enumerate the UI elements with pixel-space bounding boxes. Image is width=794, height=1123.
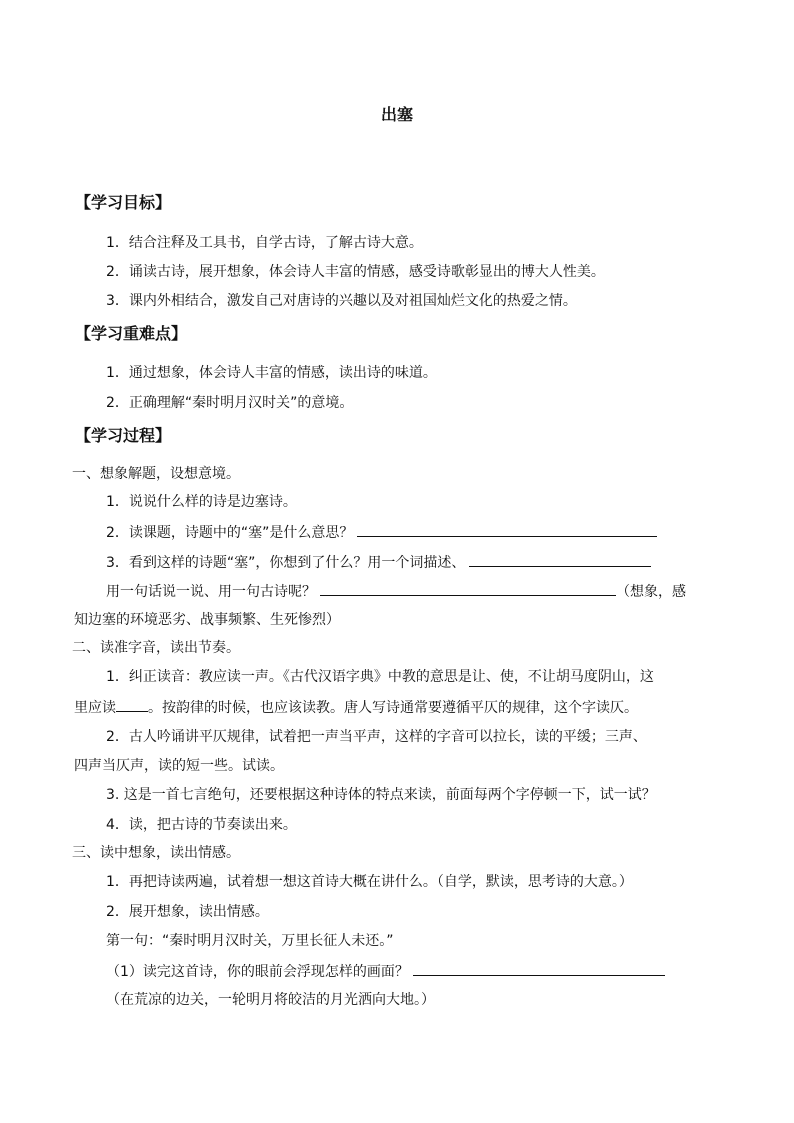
key-point-item: 2．正确理解“秦时明月汉时关”的意境。	[106, 395, 354, 411]
part3-question	[106, 961, 665, 982]
answer-hint: 知边塞的环境恶劣、战事频繁、生死惨烈）	[74, 612, 340, 628]
answer-blank[interactable]	[413, 961, 665, 976]
part1-question	[106, 552, 651, 573]
goal-item: 2．诵读古诗，展开想象，体会诗人丰富的情感，感受诗歌彰显出的博大人性美。	[106, 264, 605, 280]
part2-paragraph: 3. 这是一首七言绝句，还要根据这种诗体的特点来读，前面每两个字停顿一下，试一试？	[106, 787, 656, 803]
goal-item: 1．结合注释及工具书，自学古诗，了解古诗大意。	[106, 235, 423, 251]
question-text: （1）读完这首诗，你的眼前会浮现怎样的画面？	[106, 964, 409, 980]
part2-title: 二、读准字音，读出节奏。	[72, 640, 240, 656]
part2-paragraph	[74, 697, 638, 718]
part2-paragraph: 四声当仄声，读的短一些。试读。	[74, 758, 284, 774]
part1-question-cont	[106, 581, 686, 602]
paragraph-text: 。按韵律的时候，也应该读教。唐人写诗通常要遵循平仄的规律，这个字读仄。	[148, 700, 638, 716]
question-text: 3．看到这样的诗题“塞”，你想到了什么？用一个词描述、	[106, 555, 466, 571]
part1-question	[106, 522, 657, 543]
part3-paragraph: 1．再把诗读两遍，试着想一想这首诗大概在讲什么。（自学，默读，思考诗的大意。）	[106, 874, 633, 890]
part2-paragraph: 4．读，把古诗的节奏读出来。	[106, 817, 297, 833]
question-text: 2．读课题，诗题中的“塞”是什么意思？	[106, 525, 354, 541]
paragraph-text: 里应读	[74, 700, 116, 716]
answer-blank[interactable]	[469, 552, 651, 567]
part1-question: 1．说说什么样的诗是边塞诗。	[106, 494, 297, 510]
key-point-item: 1．通过想象，体会诗人丰富的情感，读出诗的味道。	[106, 365, 437, 381]
goal-item: 3．课内外相结合，激发自己对唐诗的兴趣以及对祖国灿烂文化的热爱之情。	[106, 293, 577, 309]
question-text: 用一句话说一说、用一句古诗呢？	[106, 584, 316, 600]
goals-heading: 【学习目标】	[75, 193, 172, 212]
part2-paragraph: 1．纠正读音：教应读一声。《古代汉语字典》中教的意思是让、使，不让胡马度阴山，这	[106, 669, 654, 685]
process-heading: 【学习过程】	[75, 426, 172, 445]
answer-blank[interactable]	[116, 697, 148, 712]
answer-hint: （在荒凉的边关，一轮明月将皎洁的月光洒向大地。）	[106, 992, 435, 1008]
part3-title: 三、读中想象，读出情感。	[72, 845, 240, 861]
part3-paragraph: 2．展开想象，读出情感。	[106, 904, 269, 920]
key-points-heading: 【学习重难点】	[75, 324, 188, 343]
page-title: 出塞	[380, 105, 413, 124]
answer-hint: （想象，感	[616, 584, 686, 600]
poem-line: 第一句：“秦时明月汉时关，万里长征人未还。”	[106, 933, 394, 949]
answer-blank[interactable]	[357, 522, 657, 537]
part2-paragraph: 2．古人吟诵讲平仄规律，试着把一声当平声，这样的字音可以拉长，读的平缓；三声、	[106, 729, 647, 745]
part1-title: 一、想象解题，设想意境。	[72, 466, 240, 482]
answer-blank[interactable]	[320, 581, 616, 596]
